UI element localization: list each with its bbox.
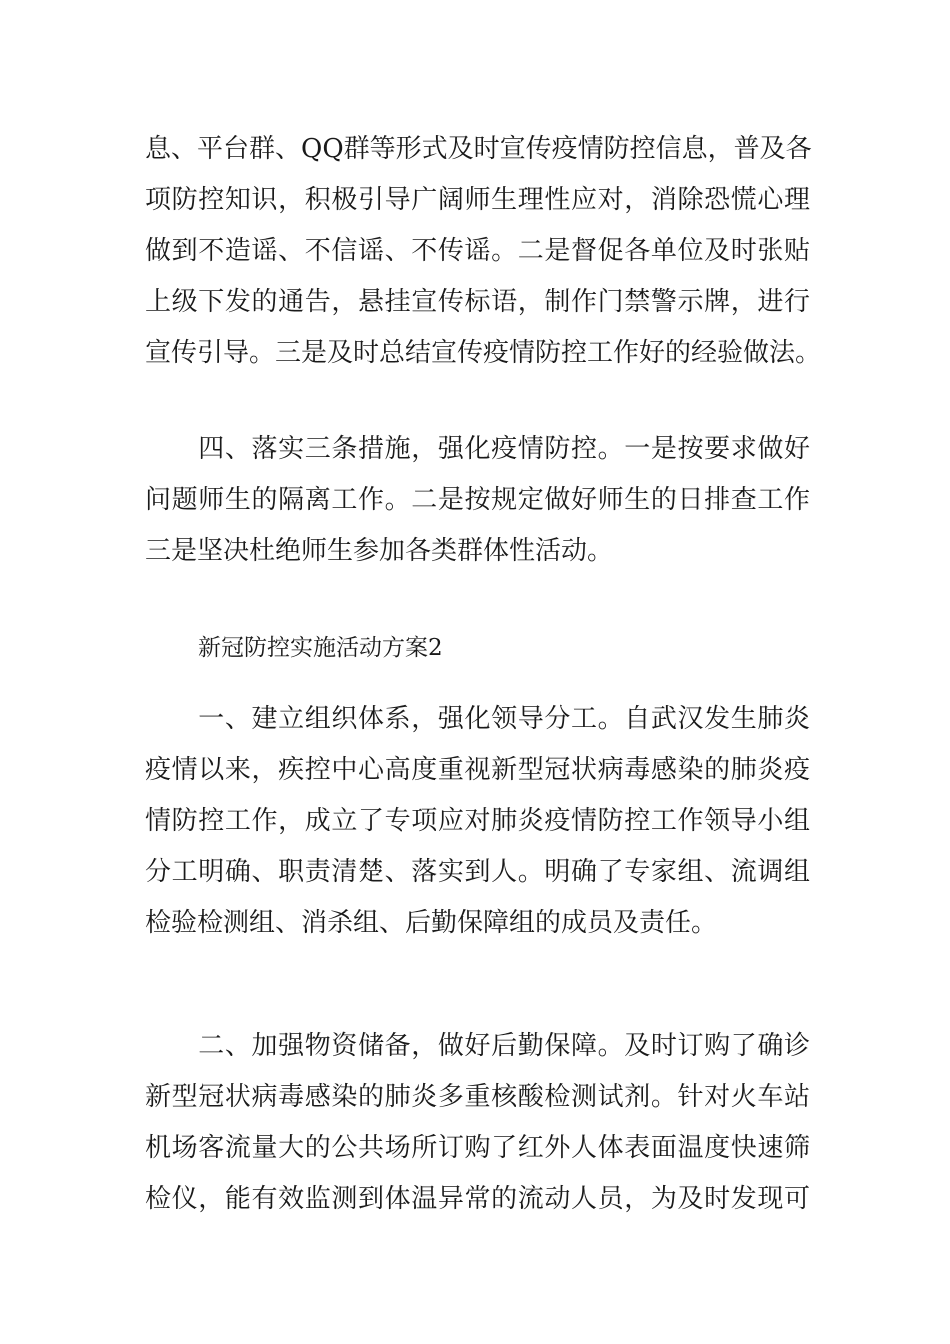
text-line: 上级下发的通告，悬挂宣传标语，制作门禁警示牌，进行: [145, 287, 810, 317]
text-line: 疫情以来，疾控中心高度重视新型冠状病毒感染的肺炎疫: [145, 755, 810, 785]
text-line: 项防控知识，积极引导广阔师生理性应对，消除恐慌心理: [145, 185, 810, 215]
text-line: 宣传引导。三是及时总结宣传疫情防控工作好的经验做法。: [145, 338, 822, 368]
text-line: 三是坚决杜绝师生参加各类群体性活动。: [145, 536, 614, 566]
text-line: 分工明确、职责清楚、落实到人。明确了专家组、流调组: [145, 857, 810, 887]
text-line: 检验检测组、消杀组、后勤保障组的成员及责任。: [145, 908, 718, 938]
text-line: 二、加强物资储备，做好后勤保障。及时订购了确诊: [145, 1031, 810, 1061]
paragraph-publicity: [145, 124, 822, 379]
paragraph-supplies: [145, 1021, 810, 1225]
text-line: 新型冠状病毒感染的肺炎多重核酸检测试剂。针对火车站: [145, 1082, 810, 1112]
text-line: 检仪，能有效监测到体温异常的流动人员，为及时发现可: [145, 1184, 810, 1214]
section-title: 新冠防控实施活动方案2: [198, 635, 443, 661]
text-line: 机场客流量大的公共场所订购了红外人体表面温度快速筛: [145, 1133, 810, 1163]
text-line: 情防控工作，成立了专项应对肺炎疫情防控工作领导小组: [145, 806, 810, 836]
text-line: 做到不造谣、不信谣、不传谣。二是督促各单位及时张贴: [145, 236, 810, 266]
paragraph-organization: [145, 694, 810, 949]
text-line: 息、平台群、QQ群等形式及时宣传疫情防控信息，普及各: [145, 134, 812, 164]
text-line: 问题师生的隔离工作。二是按规定做好师生的日排查工作: [145, 485, 810, 515]
text-line: 四、落实三条措施，强化疫情防控。一是按要求做好: [145, 434, 810, 464]
text-line: 一、建立组织体系，强化领导分工。自武汉发生肺炎: [145, 704, 810, 734]
paragraph-measures: [145, 424, 810, 577]
